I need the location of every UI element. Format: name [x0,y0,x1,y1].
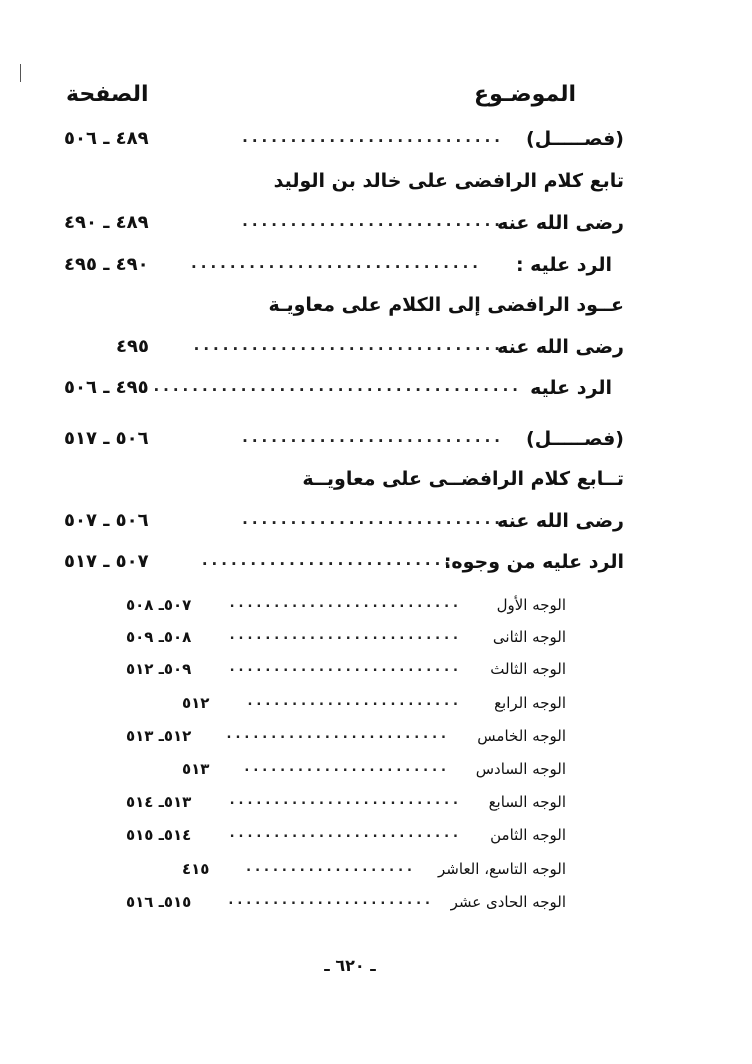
sub-entry-8 [126,826,566,852]
leader-dots: ....................... [244,760,450,775]
entry-pages: ٤٨٩ ـ ٥٠٦ [64,128,149,149]
leader-dots: .......................... [229,628,462,643]
toc-entry-radd-1 [64,254,612,284]
sub-entry-pages: ٥٠٨ـ ٥٠٩ [126,628,192,646]
entry-label: رضى الله عنه [497,212,624,234]
leader-dots: .......................... [229,596,462,611]
leader-dots: ........................ [247,694,462,709]
sub-entry-3 [126,660,566,686]
leader-dots: .......................... [229,826,462,841]
sub-entry-pages: ٥١٥ـ ٥١٦ [126,893,192,911]
leader-dots: ........................... [242,428,504,446]
section-heading-khalid: تابع كلام الرافضى على خالد بن الوليد [273,170,624,192]
leader-dots: ....................... [228,893,434,908]
leader-dots: ........................... [242,510,504,528]
page-column-header: الصفحة [66,82,149,107]
entry-pages: ٤٨٩ ـ ٤٩٠ [64,212,149,233]
entry-label: (فصـــــل) [526,428,624,450]
entry-label: الرد عليه من وجوه: [443,551,624,573]
leader-dots: .......................... [229,660,462,675]
toc-entry-radiya-3 [64,510,624,540]
sub-entry-6 [126,760,566,786]
sub-entry-pages: ٥١٣ـ ٥١٤ [126,793,192,811]
page-number: ـ ٦٢٠ ـ [324,956,376,975]
section-heading-muawiya-2: تــابع كلام الرافضــى على معاويــة [302,468,624,490]
sub-entry-pages: ٥٠٧ـ ٥٠٨ [126,596,192,614]
entry-label: رضى الله عنه [497,336,624,358]
sub-entry-label: الوجه الخامس [477,727,566,745]
sub-entry-10 [126,893,566,919]
entry-pages: ٥٠٦ ـ ٥١٧ [64,428,149,449]
sub-entry-7 [126,793,566,819]
entry-label: الرد عليه [530,377,612,399]
sub-entry-9 [126,860,566,886]
sub-entry-5 [126,727,566,753]
sub-entry-label: الوجه التاسع، العاشر [438,860,566,878]
toc-entry-radd-3 [64,551,624,581]
sub-entry-1 [126,596,566,622]
leader-dots: ......................... [226,727,450,742]
entry-pages: ٥٠٧ ـ ٥١٧ [64,551,149,572]
leader-dots: ................... [246,860,416,875]
toc-entry-radd-2 [64,377,612,407]
sub-entry-2 [126,628,566,654]
sub-entry-label: الوجه السابع [488,793,566,811]
margin-mark [20,64,21,82]
sub-entry-label: الوجه الحادى عشر [450,893,566,911]
leader-dots: ........................... [242,212,504,230]
entry-pages: ٤٩٥ [116,336,149,357]
sub-entry-label: الوجه الأول [496,596,566,614]
sub-entry-pages: ٤١٥ [182,860,210,878]
sub-entry-pages: ٥١٢ـ ٥١٣ [126,727,192,745]
sub-entry-label: الوجه السادس [475,760,566,778]
topic-column-header: الموضـوع [474,82,576,107]
entry-pages: ٤٩٥ ـ ٥٠٦ [64,377,149,398]
leader-dots: .......................... [229,793,462,808]
sub-entry-label: الوجه الرابع [494,694,566,712]
leader-dots: ...................................... [153,377,522,395]
sub-entry-pages: ٥١٤ـ ٥١٥ [126,826,192,844]
toc-entry-fasl-2 [64,428,624,458]
toc-entry-radiya-2 [64,336,624,366]
sub-entry-label: الوجه الثامن [490,826,566,844]
sub-entry-label: الوجه الثالث [490,660,566,678]
leader-dots: .............................. [191,254,482,272]
sub-entry-4 [126,694,566,720]
leader-dots: ................................ [193,336,504,354]
entry-label: الرد عليه : [515,254,612,276]
entry-label: (فصـــــل) [526,128,624,150]
sub-entry-pages: ٥١٢ [182,694,210,712]
entry-pages: ٤٩٠ ـ ٤٩٥ [64,254,149,275]
entry-pages: ٥٠٦ ـ ٥٠٧ [64,510,149,531]
entry-label: رضى الله عنه [497,510,624,532]
sub-entry-label: الوجه الثانى [492,628,566,646]
toc-entry-fasl-1 [64,128,624,158]
leader-dots: ........................... [242,128,504,146]
sub-entry-pages: ٥٠٩ـ ٥١٢ [126,660,192,678]
toc-entry-radiya-1 [64,212,624,242]
sub-entry-pages: ٥١٣ [182,760,210,778]
section-heading-muawiya-1: عــود الرافضى إلى الكلام على معاويـة [268,294,624,316]
leader-dots: .......................... [201,551,454,569]
